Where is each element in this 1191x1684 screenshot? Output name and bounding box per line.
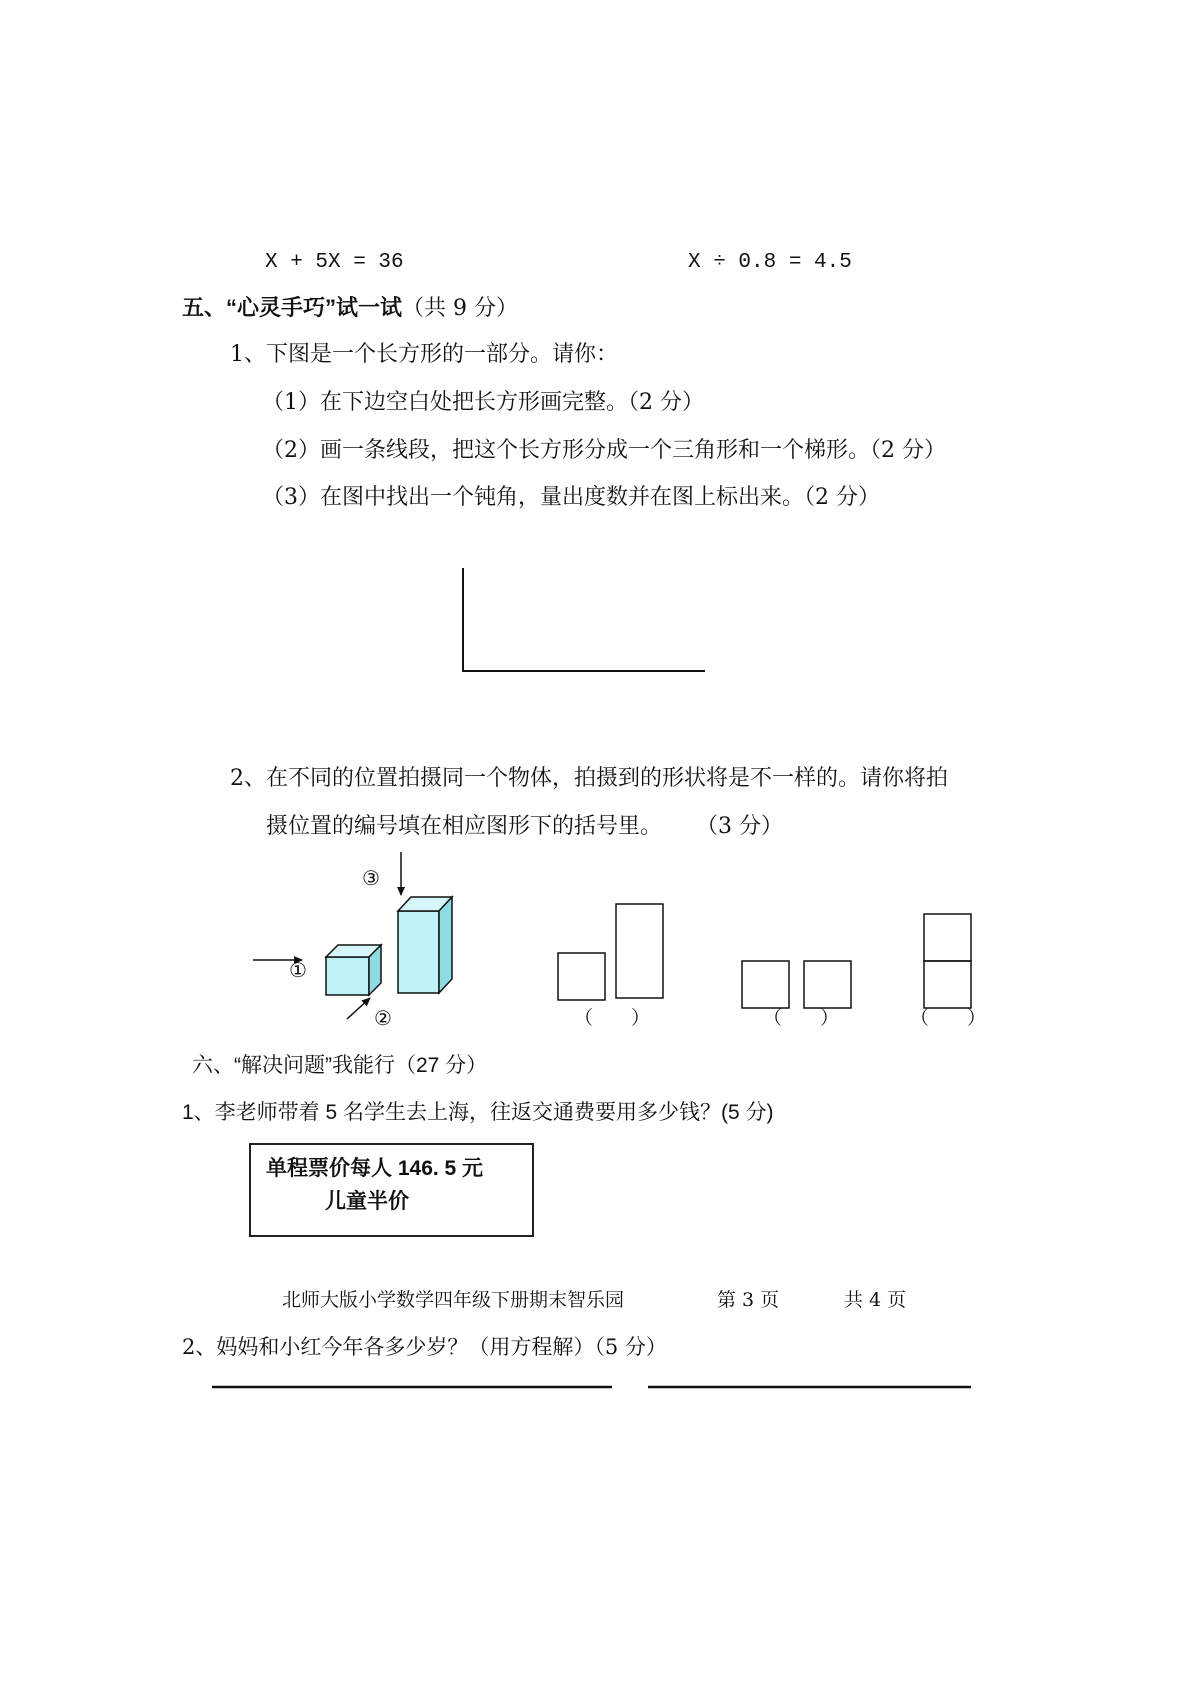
view-b (742, 961, 851, 1008)
s5-q2-line2-row (266, 816, 783, 838)
s5-q2-line1: 2、在不同的位置拍摄同一个物体，拍摄到的形状将是不一样的。请你将拍 (230, 766, 948, 791)
section5-score: （共 9 分） (402, 296, 518, 321)
footer-title: 北师大版小学数学四年级下册期末智乐园 (282, 1289, 625, 1311)
view-c (924, 914, 971, 1008)
footer-total: 共 4 页 (844, 1289, 907, 1311)
equation-1: X + 5X = 36 (265, 251, 404, 274)
s5-q2-score: （3 分） (696, 814, 784, 839)
marker-1: ① (289, 958, 307, 982)
s5-q1-intro: 1、下图是一个长方形的一部分。请你： (230, 342, 618, 367)
marker-3: ③ (362, 866, 380, 890)
s6-q2-text: 2、妈妈和小红今年各多少岁？（用方程解）（5 分） (182, 1335, 667, 1359)
marker-2: ② (374, 1006, 392, 1030)
answer-bracket-b[interactable]: （ ） (763, 1007, 840, 1029)
tall-cuboid (398, 897, 452, 993)
rectangle-partial-edges (463, 568, 705, 671)
s5-q1-sub2: （2）画一条线段，把这个长方形分成一个三角形和一个梯形。（2 分） (262, 438, 946, 463)
answer-bracket-c[interactable]: （ ） (910, 1007, 987, 1029)
ticket-price-line: 单程票价每人 146. 5 元 (266, 1157, 484, 1180)
s5-q2-line2: 摄位置的编号填在相应图形下的括号里。 (266, 814, 663, 839)
answer-bracket-a[interactable]: （ ） (574, 1007, 651, 1029)
view-a (558, 904, 663, 1000)
arrow-2 (347, 998, 370, 1019)
section5-heading (182, 297, 518, 320)
section5-title: 五、“心灵手巧”试一试 (182, 295, 403, 320)
section6-title: 六、“解决问题”我能行（27 分） (192, 1054, 488, 1077)
s5-q1-sub3: （3）在图中找出一个钝角，量出度数并在图上标出来。（2 分） (262, 485, 880, 510)
footer-page: 第 3 页 (717, 1289, 780, 1311)
child-half-price-line: 儿童半价 (325, 1190, 409, 1213)
s6-q1-text: 1、李老师带着 5 名学生去上海，往返交通费要用多少钱？(5 分) (182, 1101, 774, 1124)
small-cube (326, 945, 381, 995)
s5-q1-sub1: （1）在下边空白处把长方形画完整。（2 分） (262, 390, 704, 415)
equation-2: X ÷ 0.8 = 4.5 (688, 251, 852, 274)
